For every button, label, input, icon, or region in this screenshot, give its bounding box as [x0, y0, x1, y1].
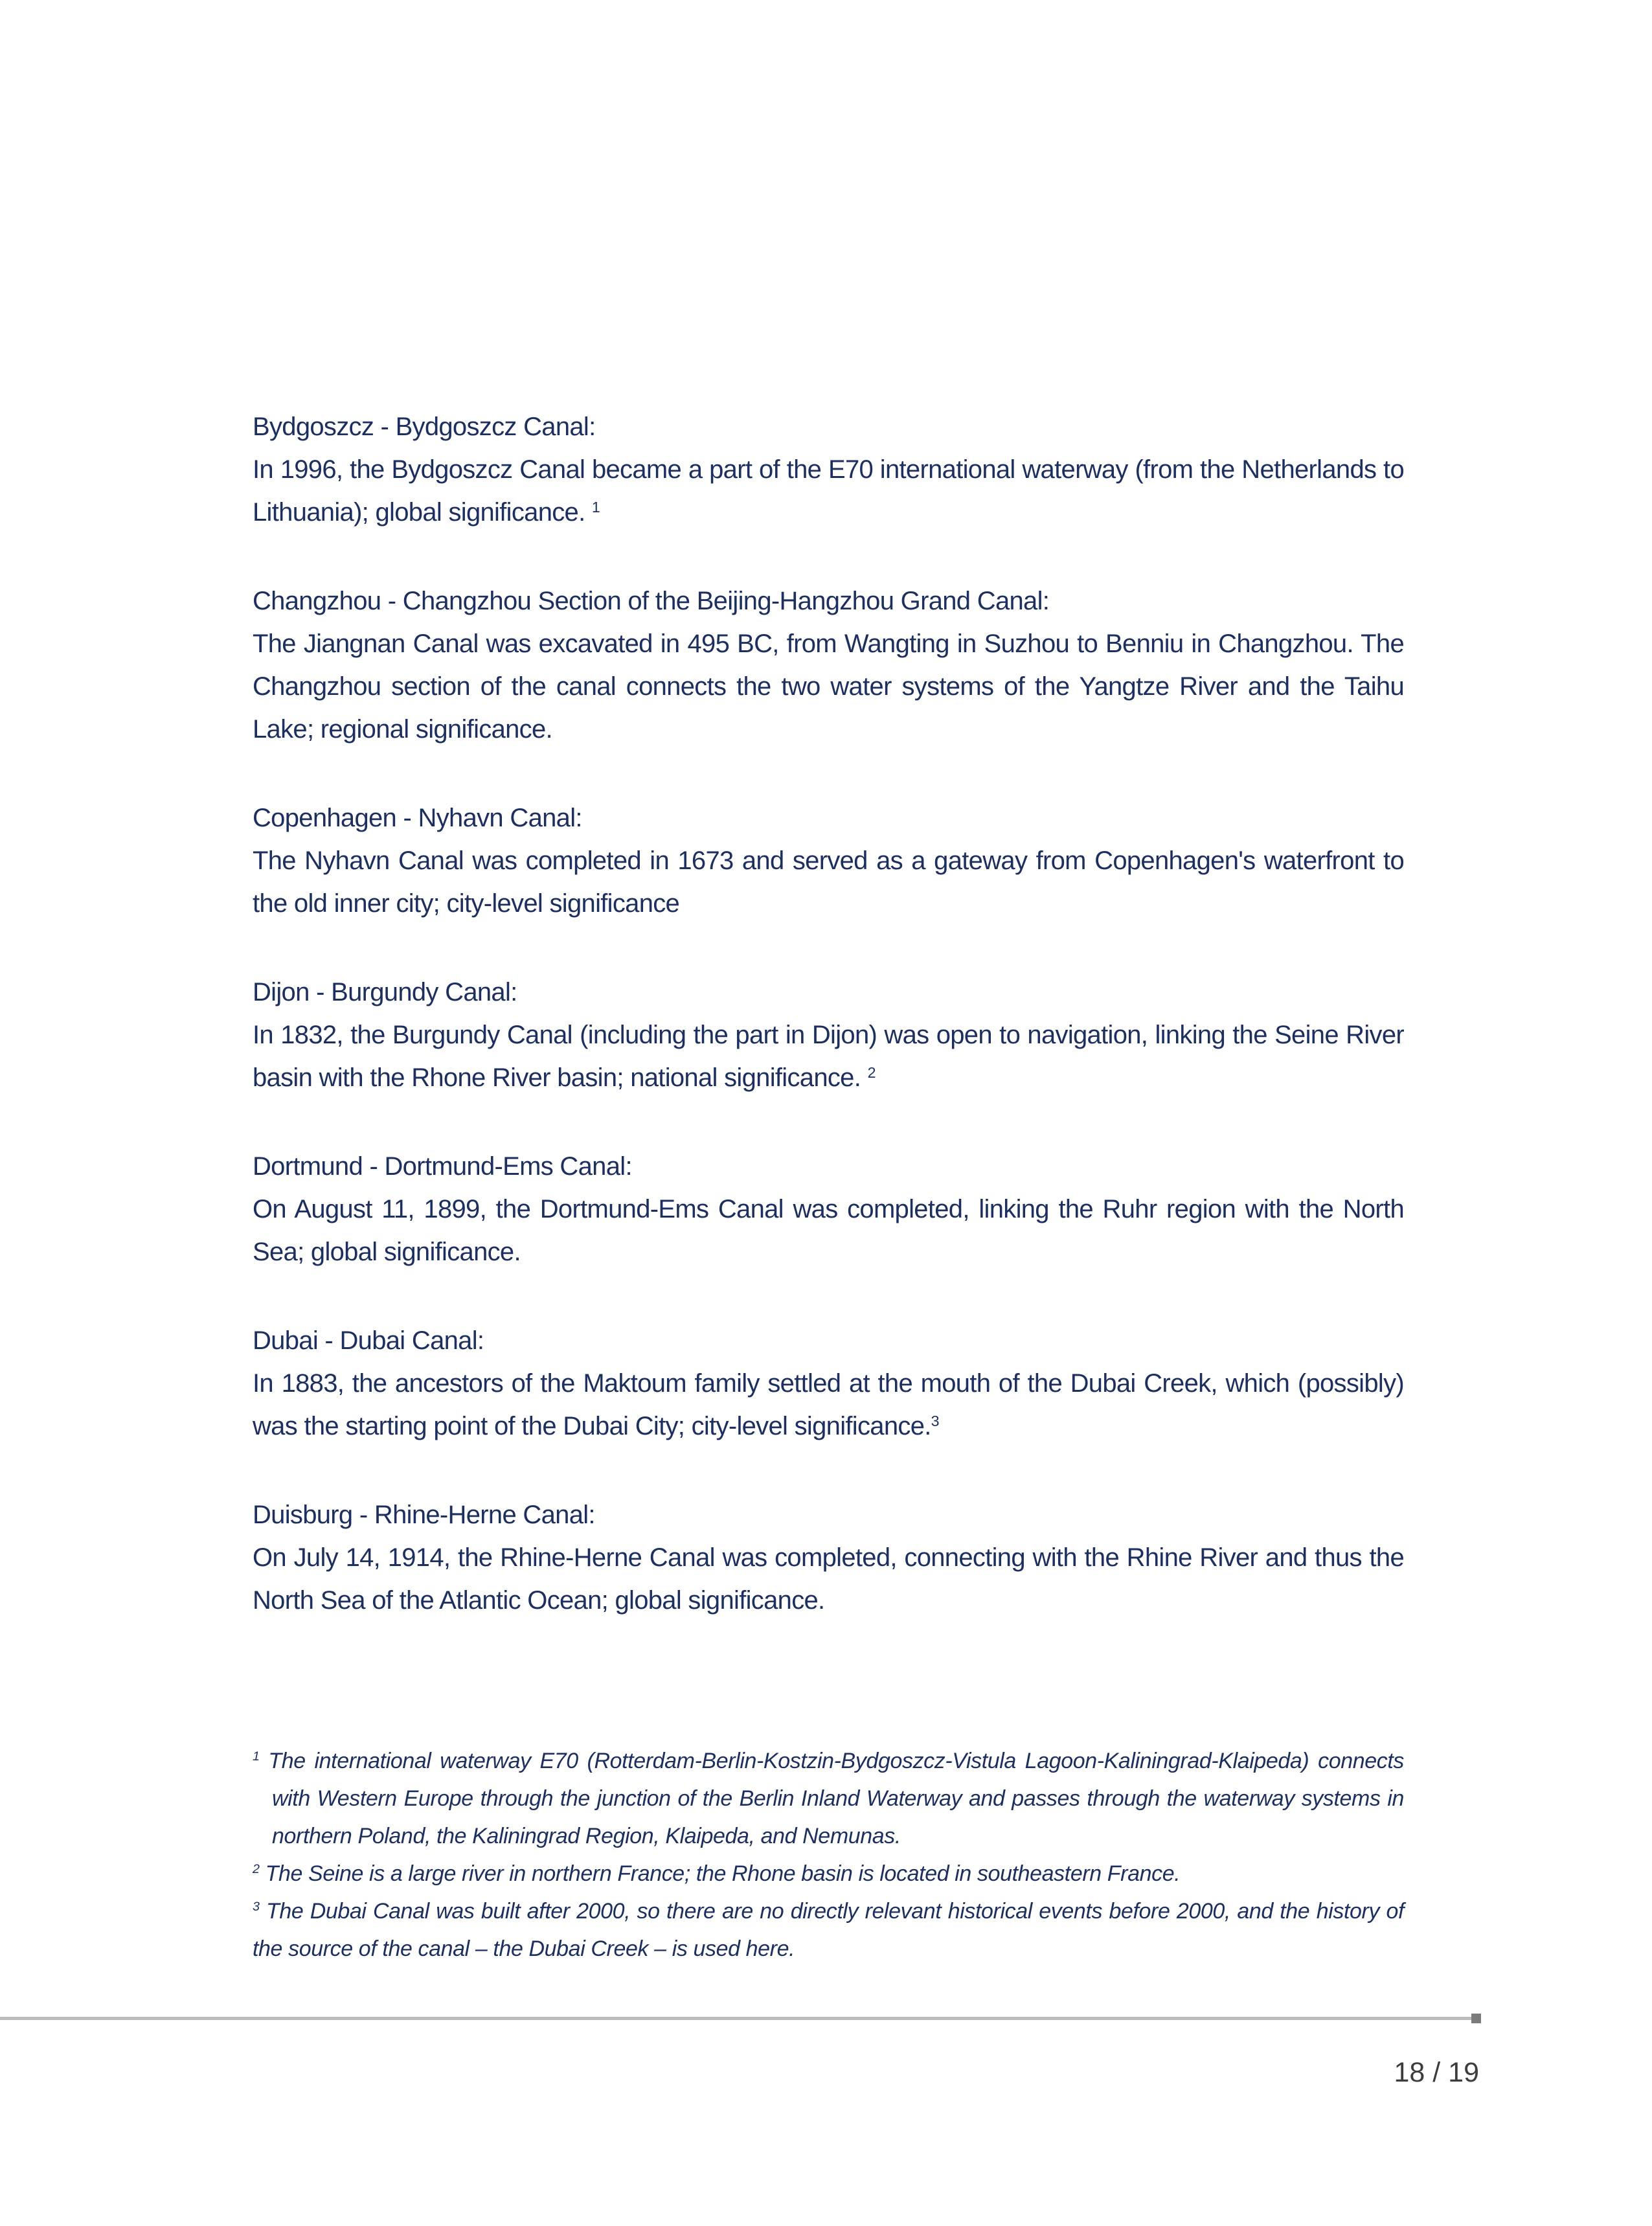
footnote-text: The Seine is a large river in northern France; the Rhone basin is located in southeastern France.	[265, 1861, 1181, 1886]
page-number: 18 / 19	[1394, 2057, 1479, 2088]
section-heading: Dijon - Burgundy Canal:	[253, 978, 517, 1006]
footnote-2	[253, 1855, 1404, 1892]
footnote-text: The international waterway E70 (Rotterdam-Berlin-Kostzin-Bydgoszcz-Vistula Lagoon-Kaliningrad-Klaipeda) connects with Western Europe through the junction of the Berlin Inland Waterway and passes through the waterway systems in northern Poland, the Kaliningrad Region, Klaipeda, and Nemunas.	[268, 1749, 1404, 1848]
section-changzhou	[253, 580, 1404, 751]
section-paragraph	[253, 1188, 1404, 1273]
footnote-marker-3: 3	[253, 1900, 260, 1914]
section-copenhagen	[253, 797, 1404, 925]
paragraph-text: In 1832, the Burgundy Canal (including the part in Dijon) was open to navigation, linking the Seine River basin with the Rhone River basin; national significance.	[253, 1021, 1404, 1092]
paragraph-text: On August 11, 1899, the Dortmund-Ems Canal was completed, linking the Ruhr region with the North Sea; global significance.	[253, 1195, 1404, 1266]
paragraph-text: On July 14, 1914, the Rhine-Herne Canal was completed, connecting with the Rhine River and thus the North Sea of the Atlantic Ocean; global significance.	[253, 1543, 1404, 1615]
footnote-ref-1: 1	[591, 499, 600, 516]
section-paragraph	[253, 622, 1404, 751]
main-text-block	[253, 405, 1404, 1668]
section-dubai	[253, 1319, 1404, 1448]
section-dortmund	[253, 1145, 1404, 1273]
paragraph-text: The Nyhavn Canal was completed in 1673 and served as a gateway from Copenhagen's waterfront to the old inner city; city-level significance	[253, 846, 1404, 918]
section-paragraph	[253, 839, 1404, 925]
section-heading: Duisburg - Rhine-Herne Canal:	[253, 1501, 595, 1529]
footnote-text: The Dubai Canal was built after 2000, so there are no directly relevant historical events before 2000, and the history of the source of the canal – the Dubai Creek – is used here.	[253, 1899, 1405, 1961]
footnote-1	[253, 1742, 1404, 1855]
section-dijon	[253, 971, 1404, 1099]
footnote-ref-2: 2	[867, 1064, 876, 1082]
section-heading: Changzhou - Changzhou Section of the Beijing-Hangzhou Grand Canal:	[253, 587, 1050, 615]
section-heading: Copenhagen - Nyhavn Canal:	[253, 804, 582, 832]
section-bydgoszcz	[253, 405, 1404, 534]
footer-divider-line	[0, 2017, 1479, 2020]
paragraph-text: The Jiangnan Canal was excavated in 495 BC, from Wangting in Suzhou to Benniu in Changzhou. The Changzhou section of the canal connects the two water systems of the Yangtze River and the Taihu Lake; regional significance.	[253, 630, 1404, 744]
footnote-3	[253, 1892, 1404, 1968]
paragraph-text: In 1883, the ancestors of the Maktoum family settled at the mouth of the Dubai Creek, which (possibly) was the starting point of the Dubai City; city-level significance.	[253, 1369, 1404, 1440]
section-heading: Dubai - Dubai Canal:	[253, 1326, 484, 1355]
footnote-marker-2: 2	[253, 1862, 260, 1877]
section-paragraph	[253, 1014, 1404, 1099]
section-paragraph	[253, 1362, 1404, 1448]
section-paragraph	[253, 448, 1404, 534]
paragraph-text: In 1996, the Bydgoszcz Canal became a part of the E70 international waterway (from the Netherlands to Lithuania); global significance.	[253, 455, 1404, 527]
section-heading: Dortmund - Dortmund-Ems Canal:	[253, 1152, 632, 1181]
section-heading: Bydgoszcz - Bydgoszcz Canal:	[253, 413, 596, 441]
footnote-marker-1: 1	[253, 1749, 260, 1764]
footer-divider-end-dot	[1471, 2014, 1481, 2023]
footnotes-block	[253, 1742, 1404, 1968]
section-paragraph	[253, 1536, 1404, 1622]
section-duisburg	[253, 1493, 1404, 1622]
footnote-ref-3: 3	[931, 1413, 939, 1430]
